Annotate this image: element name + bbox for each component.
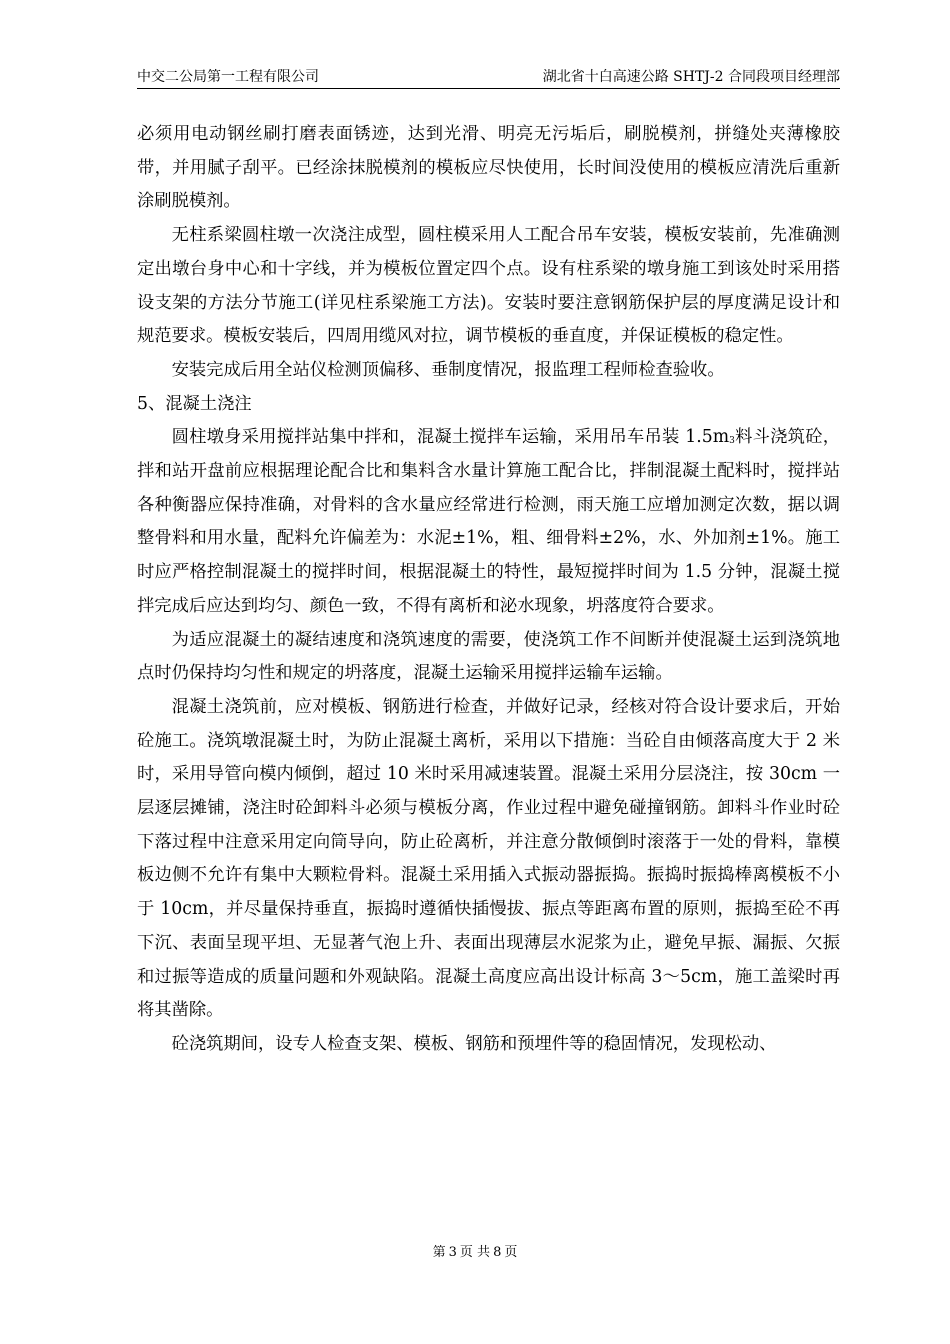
paragraph-monitoring: 砼浇筑期间，设专人检查支架、模板、钢筋和预埋件等的稳固情况，发现松动、 <box>171 1033 777 1054</box>
paragraph-pouring: 混凝土浇筑前，应对模板、钢筋进行检查，并做好记录，经核对符合设计要求后，开始砼施工。浇筑墩混凝土时，为防止混凝土离析，采用以下措施：当砼自由倾落高度大于 2 米时，采用导管向模内倾倒，超过 10 米时采用减速装置。混凝土采用分层浇注，按 30cm 一层逐层摊铺，浇注时砼卸料斗必须与模板分离，作业过程中避免碰撞钢筋。卸料斗作业时砼下落过程中注意采用定向筒导向，防止砼离析，并注意分散倾倒时滚落于一处的骨料，靠模板边侧不允许有集中大颗粒骨料。混凝土采用插入式振动器振捣。振捣时振捣棒离模板不小于 10cm，并尽量保持垂直，振捣时遵循快插慢拔、振点等距离布置的原则，振捣至砼不再下沉、表面呈现平坦、无显著气泡上升、表面出现薄层水泥浆为止，避免早振、漏振、欠振和过振等造成的质量问题和外观缺陷。混凝土高度应高出设计标高 3～5cm，施工盖梁时再将其凿除。 <box>137 696 840 1021</box>
document-body <box>137 118 840 1062</box>
footer-total-pages: 8 <box>493 1245 502 1260</box>
footer-page-number: 3 <box>448 1245 457 1260</box>
paragraph-transport: 为适应混凝土的凝结速度和浇筑速度的需要，使浇筑工作不间断并使混凝土运到浇筑地点时仍保持均匀性和规定的坍落度，混凝土运输采用搅拌运输车运输。 <box>137 629 840 684</box>
paragraph-formwork-install: 无柱系梁圆柱墩一次浇注成型，圆柱模采用人工配合吊车安装，模板安装前，先准确测定出墩台身中心和十字线，并为模板位置定四个点。设有柱系梁的墩身施工到该处时采用搭设支架的方法分节施工(详见柱系梁施工方法)。安装时要注意钢筋保护层的厚度满足设计和规范要求。模板安装后，四周用缆风对拉，调节模板的垂直度，并保证模板的稳定性。 <box>137 225 840 347</box>
footer-middle: 页 共 <box>459 1245 491 1260</box>
paragraph-mixing-part1: 圆柱墩身采用搅拌站集中拌和，混凝土搅拌车运输，采用吊车吊装 1.5m <box>171 427 730 448</box>
cubic-superscript: 3 <box>729 436 735 447</box>
paragraph-mixing <box>137 421 840 623</box>
page-footer <box>0 1244 950 1262</box>
section-heading: 5、混凝土浇注 <box>137 393 252 414</box>
header-company: 中交二公局第一工程有限公司 <box>137 69 319 85</box>
paragraph-inspection: 安装完成后用全站仪检测顶偏移、垂制度情况，报监理工程师检查验收。 <box>171 359 725 380</box>
paragraph-continuation: 必须用电动钢丝刷打磨表面锈迹，达到光滑、明亮无污垢后，刷脱模剂，拼缝处夹薄橡胶带，并用腻子刮平。已经涂抹脱模剂的模板应尽快使用，长时间没使用的模板应清洗后重新涂刷脱模剂。 <box>137 124 840 212</box>
header-project: 湖北省十白高速公路 SHTJ-2 合同段项目经理部 <box>542 69 840 85</box>
page-header <box>137 66 840 89</box>
footer-prefix: 第 <box>432 1245 446 1260</box>
paragraph-mixing-part2: 料斗浇筑砼，拌和站开盘前应根据理论配合比和集料含水量计算施工配合比，拌制混凝土配料时，搅拌站各种衡器应保持准确，对骨料的含水量应经常进行检测，雨天施工应增加测定次数，据以调整骨料和用水量，配料允许偏差为：水泥±1%，粗、细骨料±2%，水、外加剂±1%。施工时应严格控制混凝土的搅拌时间，根据混凝土的特性，最短搅拌时间为 1.5 分钟，混凝土搅拌完成后应达到均匀、颜色一致，不得有离析和泌水现象，坍落度符合要求。 <box>137 427 840 616</box>
footer-suffix: 页 <box>504 1245 518 1260</box>
